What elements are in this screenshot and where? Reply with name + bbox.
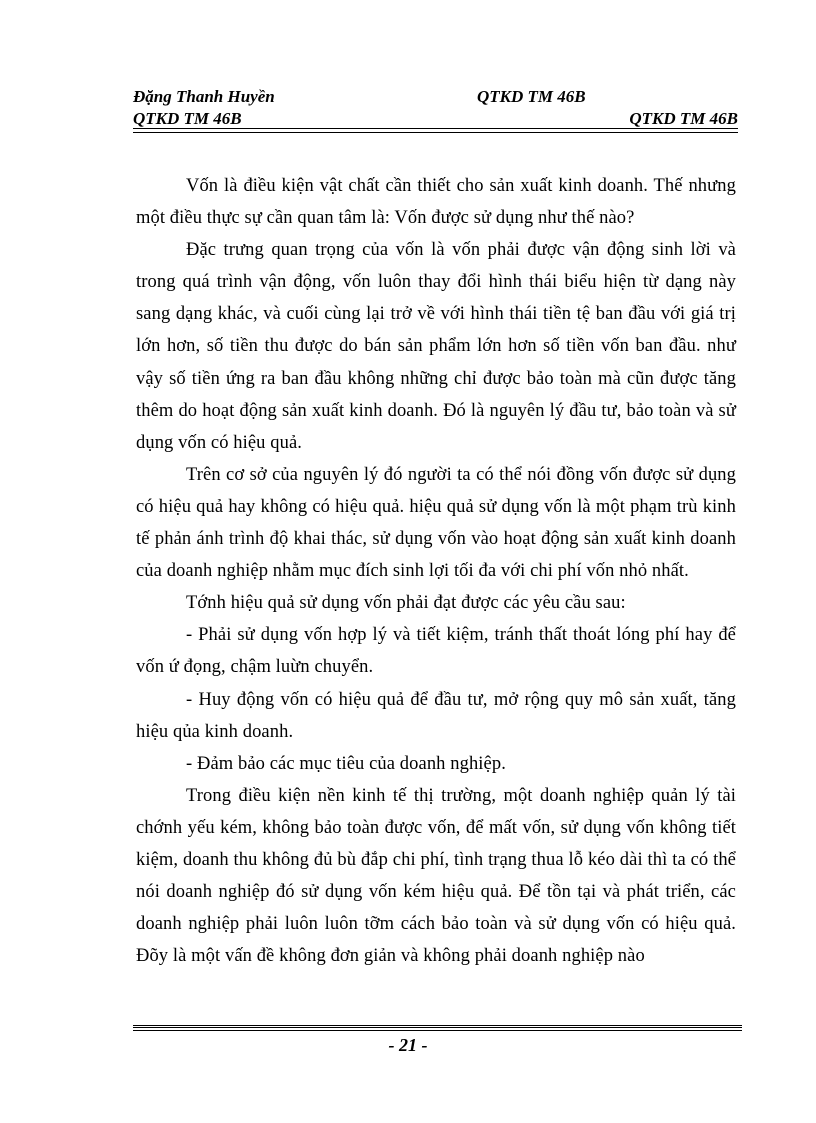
paragraph-8: Trong điều kiện nền kinh tế thị trường, một doanh nghiệp quản lý tài chớnh yếu kém, không bảo toàn được vốn, để mất vốn, sử dụng vốn không tiết kiệm, doanh thu không đủ bù đắp chi phí, tình trạng thua lỗ kéo dài thì ta có thể nói doanh nghiệp đó sử dụng vốn kém hiệu quả. Để tồn tại và phát triển, các doanh nghiệp phải luôn luôn tỡm cách bảo toàn và sử dụng vốn có hiệu quả. Đõy là một vấn đề không đơn giản và không phải doanh nghiệp nào bbox=[136, 785, 736, 967]
footer-divider bbox=[133, 1025, 742, 1031]
header-divider bbox=[133, 128, 738, 133]
paragraph-2: Đặc trưng quan trọng của vốn là vốn phải được vận động sinh lời và trong quá trình vận động, vốn luôn thay đổi hình thái biểu hiện từ dạng này sang dạng khác, và cuối cùng lại trở về với hình thái tiền tệ ban đầu với giá trị lớn hơn, số tiền thu được do bán sản phẩm lớn hơn số tiền vốn ban đầu. như vậy số tiền ứng ra ban đầu không những chỉ được bảo toàn mà cũn được tăng thêm do hoạt động sản xuất kinh doanh. Đó là nguyên lý đầu tư, bảo toàn và sử dụng vốn có hiệu quả. bbox=[136, 240, 736, 453]
header-author: Đặng Thanh Huyền bbox=[133, 87, 275, 106]
paragraph-7: - Đảm bảo các mục tiêu của doanh nghiệp. bbox=[186, 753, 506, 774]
header-class-top: QTKD TM 46B bbox=[477, 87, 586, 106]
paragraph-5: - Phải sử dụng vốn hợp lý và tiết kiệm, tránh thất thoát lóng phí hay để vốn ứ đọng, chậm luừn chuyển. bbox=[136, 625, 736, 678]
header-class-left: QTKD TM 46B bbox=[133, 109, 242, 128]
header-class-right: QTKD TM 46B bbox=[629, 109, 738, 128]
paragraph-3: Trên cơ sở của nguyên lý đó người ta có thể nói đồng vốn được sử dụng có hiệu quả hay không có hiệu quả. hiệu quả sử dụng vốn là một phạm trù kinh tế phản ánh trình độ khai thác, sử dụng vốn vào hoạt động sản xuất kinh doanh của doanh nghiệp nhằm mục đích sinh lợi tối đa với chi phí vốn nhỏ nhất. bbox=[136, 464, 736, 582]
document-body bbox=[136, 170, 736, 972]
page-number: - 21 - bbox=[388, 1035, 428, 1055]
paragraph-1: Vốn là điều kiện vật chất cần thiết cho sản xuất kinh doanh. Thế nhưng một điều thực sự cần quan tâm là: Vốn được sử dụng như thế nào? bbox=[136, 176, 736, 229]
paragraph-4: Tớnh hiệu quả sử dụng vốn phải đạt được các yêu cầu sau: bbox=[186, 593, 626, 614]
paragraph-6: - Huy động vốn có hiệu quả để đầu tư, mở rộng quy mô sản xuất, tăng hiệu qủa kinh doanh. bbox=[136, 689, 736, 742]
